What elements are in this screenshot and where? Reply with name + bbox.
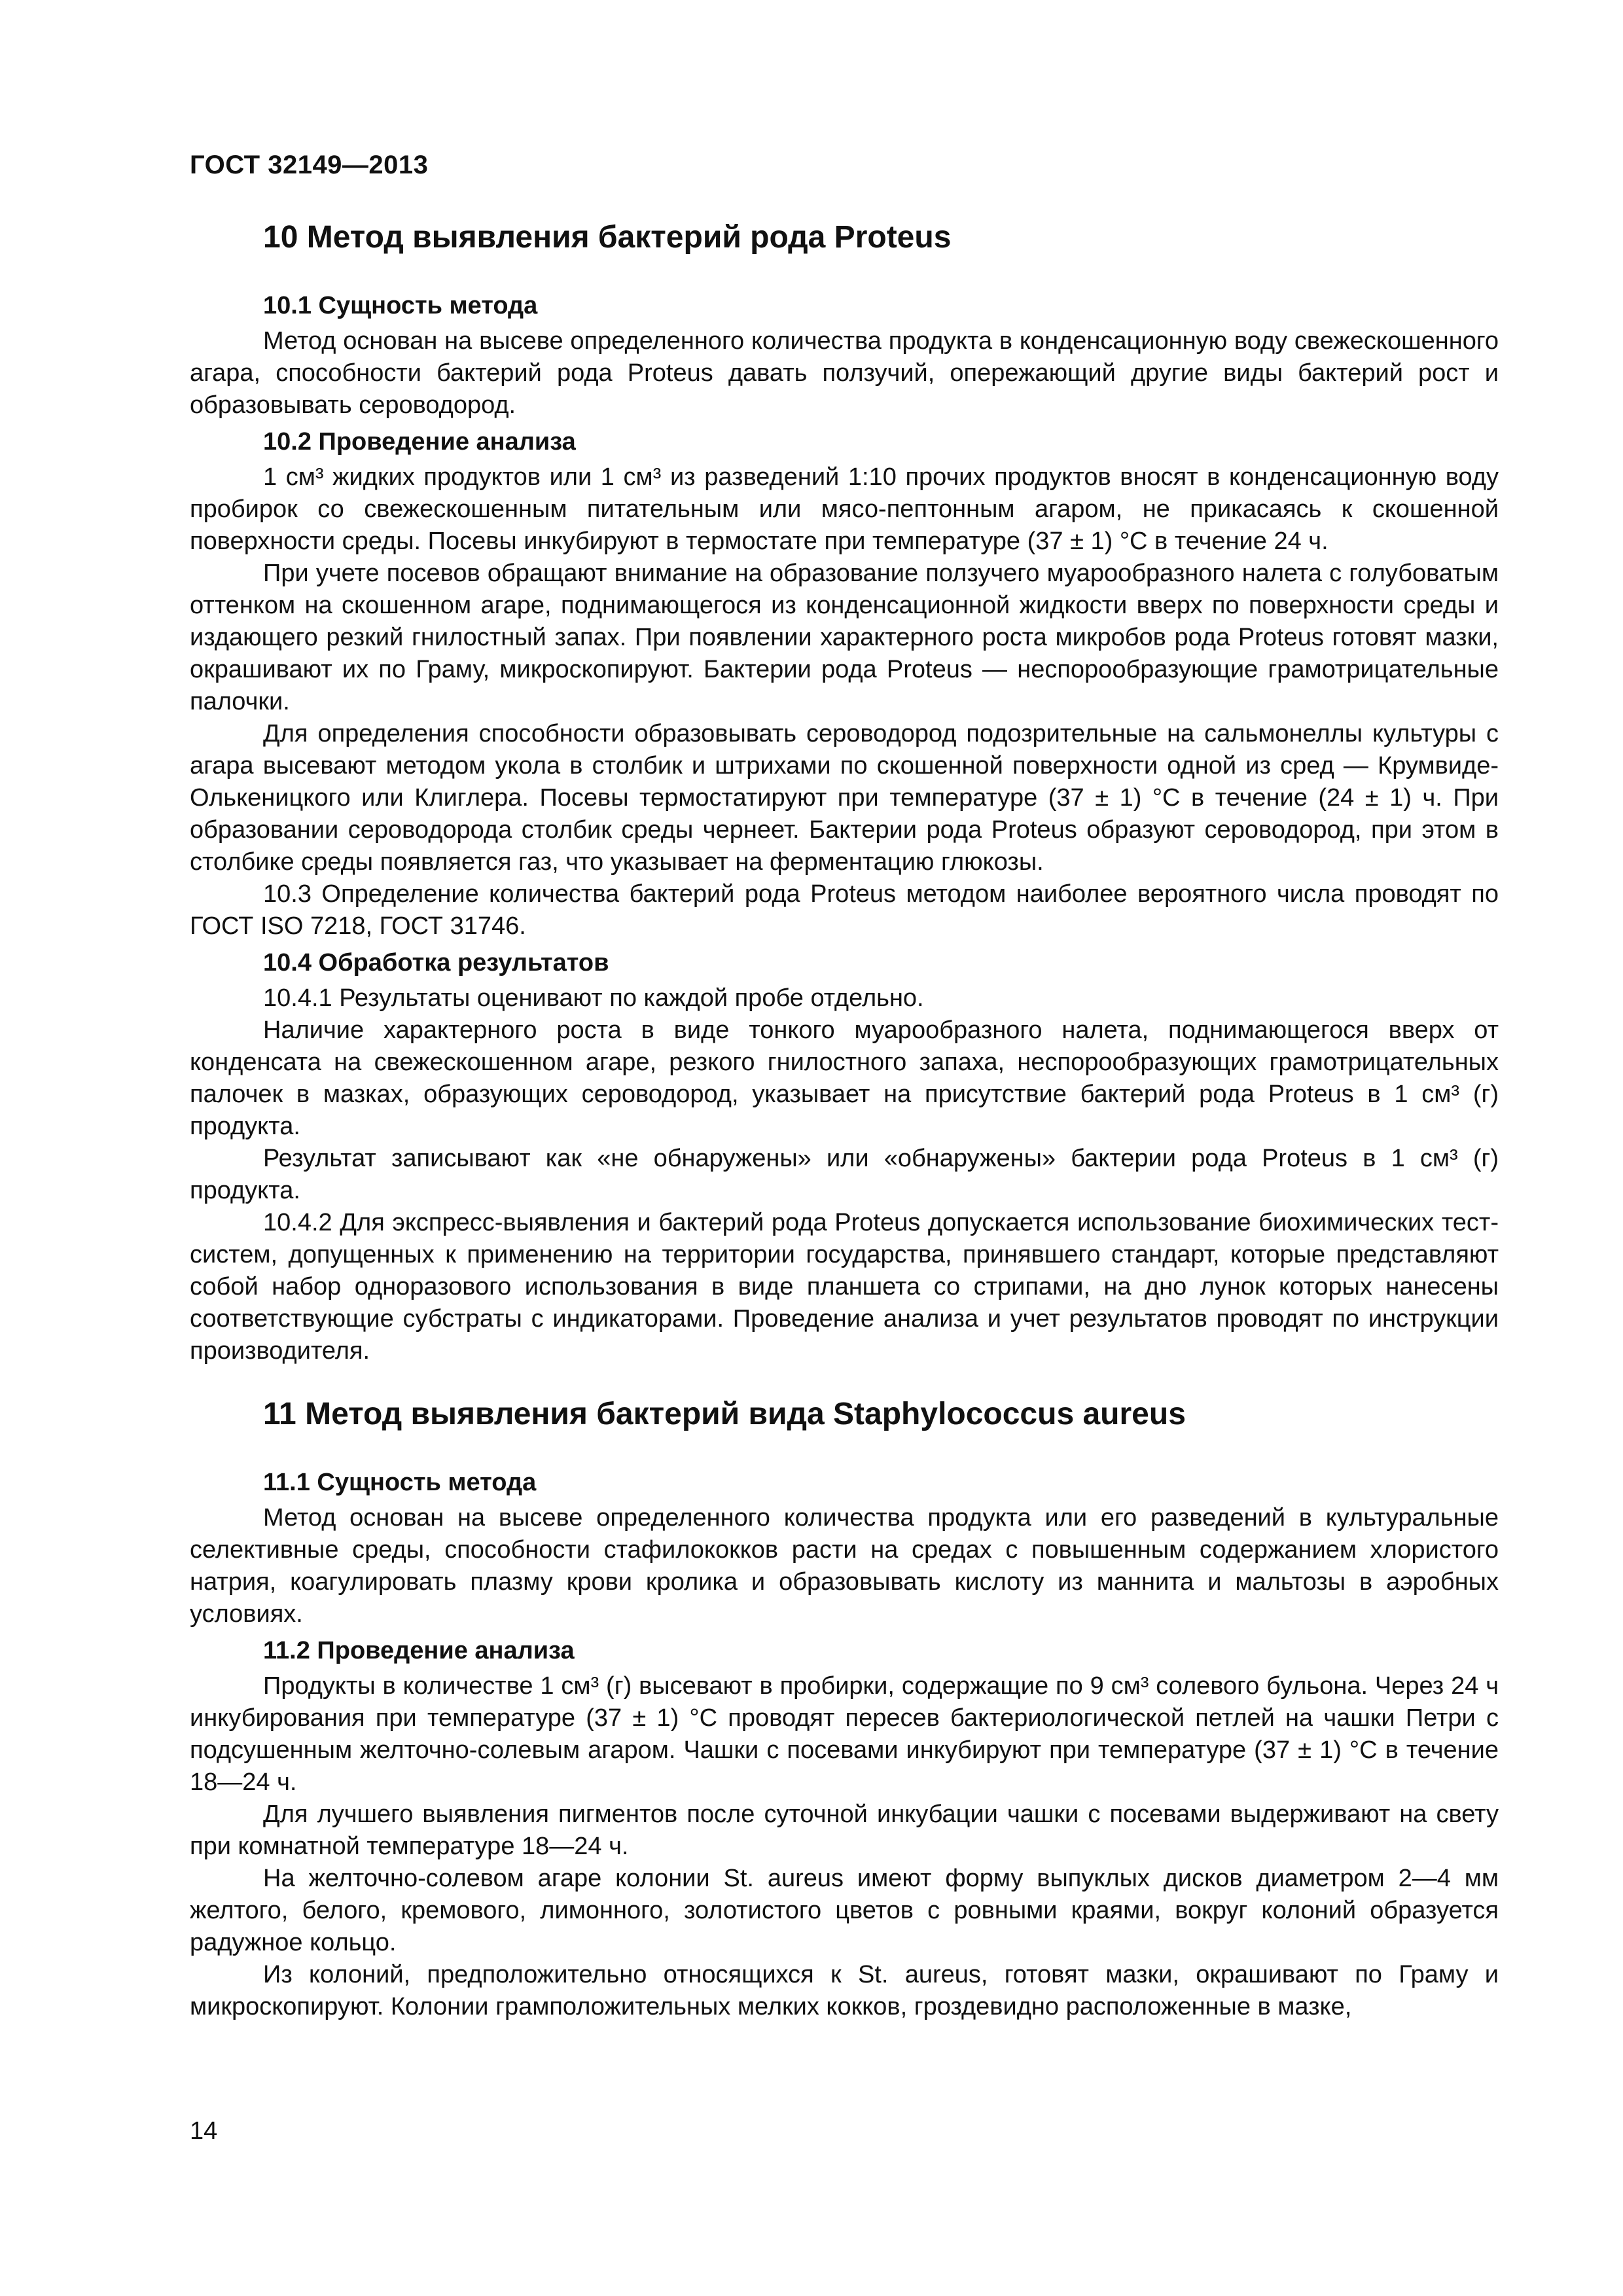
paragraph: На желточно-солевом агаре колонии St. aureus имеют форму выпуклых дисков диаметром 2—4 мм желтого, белого, кремового, лимонного, золотистого цветов с ровными краями, вокруг колоний образуется радужное кольцо. [190, 1865, 1499, 1956]
section-11-title: 11 Метод выявления бактерий вида Staphylococcus aureus [263, 1397, 1186, 1431]
subsection-10-2-title: 10.2 Проведение анализа [263, 428, 576, 456]
paragraph: Метод основан на высеве определенного количества продукта в конденсационную воду свежескошенного агара, способности бактерий рода Proteus давать ползучий, опережающий другие виды бактерий рост и образовывать сероводород. [190, 327, 1499, 419]
document-id: ГОСТ 32149—2013 [190, 151, 429, 179]
paragraph: Метод основан на высеве определенного количества продукта или его разведений в культуральные селективные среды, способности стафилококков расти на средах с повышенным содержанием хлористого натрия, коагулировать плазму крови кролика и образовывать кислоту из маннита и мальтозы в аэробных условиях. [190, 1504, 1499, 1628]
paragraph: При учете посевов обращают внимание на образование ползучего муарообразного налета с голубоватым оттенком на скошенном агаре, поднимающегося из конденсационной жидкости вверх по поверхности среды и издающего резкий гнилостный запах. При появлении характерного роста микробов рода Proteus готовят мазки, окрашивают их по Граму, микроскопируют. Бактерии рода Proteus — неспорообразующие грамотрицательные палочки. [190, 560, 1499, 715]
paragraph: 10.4.1 Результаты оценивают по каждой пробе отдельно. [263, 984, 924, 1012]
paragraph: Продукты в количестве 1 см³ (г) высевают в пробирки, содержащие по 9 см³ солевого бульона. Через 24 ч инкубирования при температуре (37 ± 1) °С проводят пересев бактериологической петлей на чашки Петри с подсушенным желточно-солевым агаром. Чашки с посевами инкубируют при температуре (37 ± 1) °С в течение 18—24 ч. [190, 1672, 1499, 1796]
paragraph: 10.3 Определение количества бактерий рода Proteus методом наиболее вероятного числа проводят по ГОСТ ISO 7218, ГОСТ 31746. [190, 880, 1499, 940]
subsection-11-2-title: 11.2 Проведение анализа [263, 1637, 575, 1664]
paragraph: Для лучшего выявления пигментов после суточной инкубации чашки с посевами выдерживают на свету при комнатной температуре 18—24 ч. [190, 1801, 1499, 1860]
paragraph: Для определения способности образовывать сероводород подозрительные на сальмонеллы культуры с агара высевают методом укола в столбик и штрихами по скошенной поверхности одной из сред — Крумвиде-Олькеницкого или Клиглера. Посевы термостатируют при температуре (37 ± 1) °С в течение (24 ± 1) ч. При образовании сероводорода столбик среды чернеет. Бактерии рода Proteus образуют сероводород, при этом в столбике среды появляется газ, что указывает на ферментацию глюкозы. [190, 720, 1499, 876]
paragraph: 1 см³ жидких продуктов или 1 см³ из разведений 1:10 прочих продуктов вносят в конденсационную воду пробирок со свежескошенным питательным или мясо-пептонным агаром, не прикасаясь к скошенной поверхности среды. Посевы инкубируют в термостате при температуре (37 ± 1) °С в течение 24 ч. [190, 463, 1499, 555]
paragraph: Наличие характерного роста в виде тонкого муарообразного налета, поднимающегося вверх от конденсата на свежескошенном агаре, резкого гнилостного запаха, неспорообразующих грамотрицательных палочек в мазках, образующих сероводород, указывает на присутствие бактерий рода Proteus в 1 см³ (г) продукта. [190, 1016, 1499, 1140]
paragraph: Результат записывают как «не обнаружены» или «обнаружены» бактерии рода Proteus в 1 см³ (г) продукта. [190, 1145, 1499, 1204]
section-10-title: 10 Метод выявления бактерий рода Proteus [263, 220, 952, 255]
subsection-10-1-title: 10.1 Сущность метода [263, 292, 538, 319]
page-number: 14 [190, 2117, 218, 2145]
section-11 [190, 1396, 1499, 2023]
section-10 [190, 219, 1499, 1367]
subsection-11-1-title: 11.1 Сущность метода [263, 1469, 537, 1496]
paragraph: Из колоний, предположительно относящихся к St. aureus, готовят мазки, окрашивают по Граму и микроскопируют. Колонии грамположительных мелких кокков, гроздевидно расположенные в мазке, [190, 1961, 1499, 2020]
document-page [190, 151, 1499, 2023]
paragraph: 10.4.2 Для экспресс-выявления и бактерий рода Proteus допускается использование биохимических тест-систем, допущенных к применению на территории государства, принявшего стандарт, которые представляют собой набор одноразового использования в виде планшета со стрипами, на дно лунок которых нанесены соответствующие субстраты с индикаторами. Проведение анализа и учет результатов проводят по инструкции производителя. [190, 1209, 1499, 1365]
subsection-10-4-title: 10.4 Обработка результатов [263, 949, 609, 977]
